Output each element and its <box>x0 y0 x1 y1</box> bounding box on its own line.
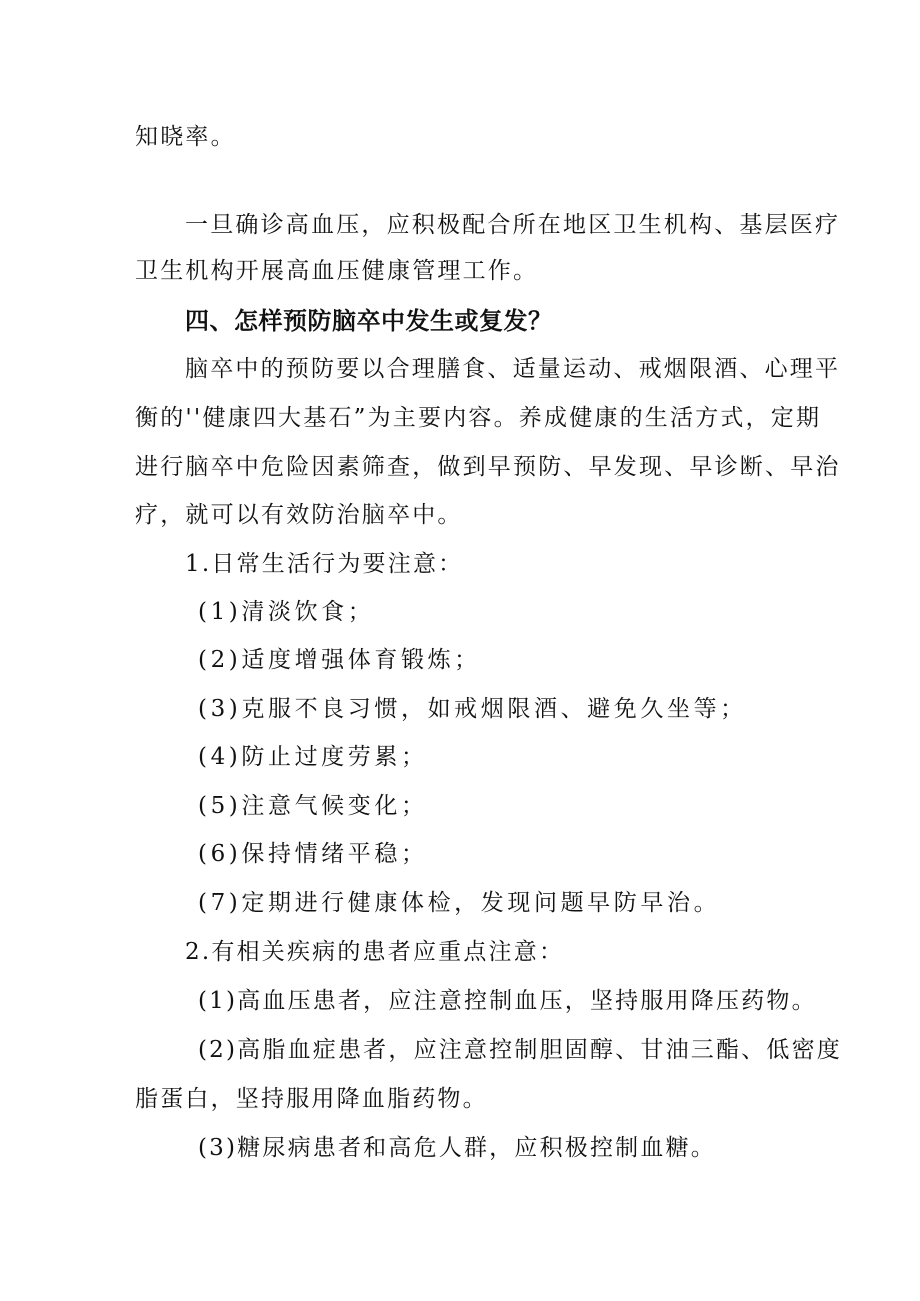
paragraph-prevention-line-2: 衡的''健康四大基石”为主要内容。养成健康的生活方式，定期 <box>135 405 822 431</box>
paragraph-prevention-line-4: 疗，就可以有效防治脑卒中。 <box>135 502 463 528</box>
list2-item-1: (1)高血压患者，应注意控制血压，坚持服用降压药物。 <box>198 988 817 1014</box>
list2-title: 2.有相关疾病的患者应重点注意： <box>185 939 565 965</box>
list1-title: 1.日常生活行为要注意： <box>185 551 464 577</box>
paragraph-prevention-line-3: 进行脑卒中危险因素筛查，做到早预防、早发现、早诊断、早治 <box>135 454 841 480</box>
section-heading: 四、怎样预防脑卒中发生或复发？ <box>185 307 553 335</box>
paragraph-continuation: 知晓率。 <box>135 124 236 150</box>
list1-item: (5)注意气候变化； <box>198 793 428 819</box>
list1-item: (2)适度增强体育锻炼； <box>198 647 481 673</box>
list2-item-2-line-2: 脂蛋白，坚持服用降血脂药物。 <box>135 1086 488 1112</box>
list1-item: (6)保持情绪平稳； <box>198 841 428 867</box>
paragraph-diagnosis-line-2: 卫生机构开展高血压健康管理工作。 <box>135 258 539 284</box>
list2-item-3: (3)糖尿病患者和高危人群，应积极控制血糖。 <box>198 1135 716 1161</box>
paragraph-diagnosis-line-1: 一旦确诊高血压，应积极配合所在地区卫生机构、基层医疗 <box>185 212 841 238</box>
list1-item: (7)定期进行健康体检，发现问题早防早治。 <box>198 890 721 916</box>
list1-item: (4)防止过度劳累； <box>198 744 428 770</box>
list2-item-2-line-1: (2)高脂血症患者，应注意控制胆固醇、甘油三酯、低密度 <box>198 1037 842 1063</box>
list1-item: (1)清淡饮食； <box>198 599 375 625</box>
list1-item: (3)克服不良习惯，如戒烟限酒、避免久坐等； <box>198 696 747 722</box>
paragraph-prevention-line-1: 脑卒中的预防要以合理膳食、适量运动、戒烟限酒、心理平 <box>185 356 841 382</box>
